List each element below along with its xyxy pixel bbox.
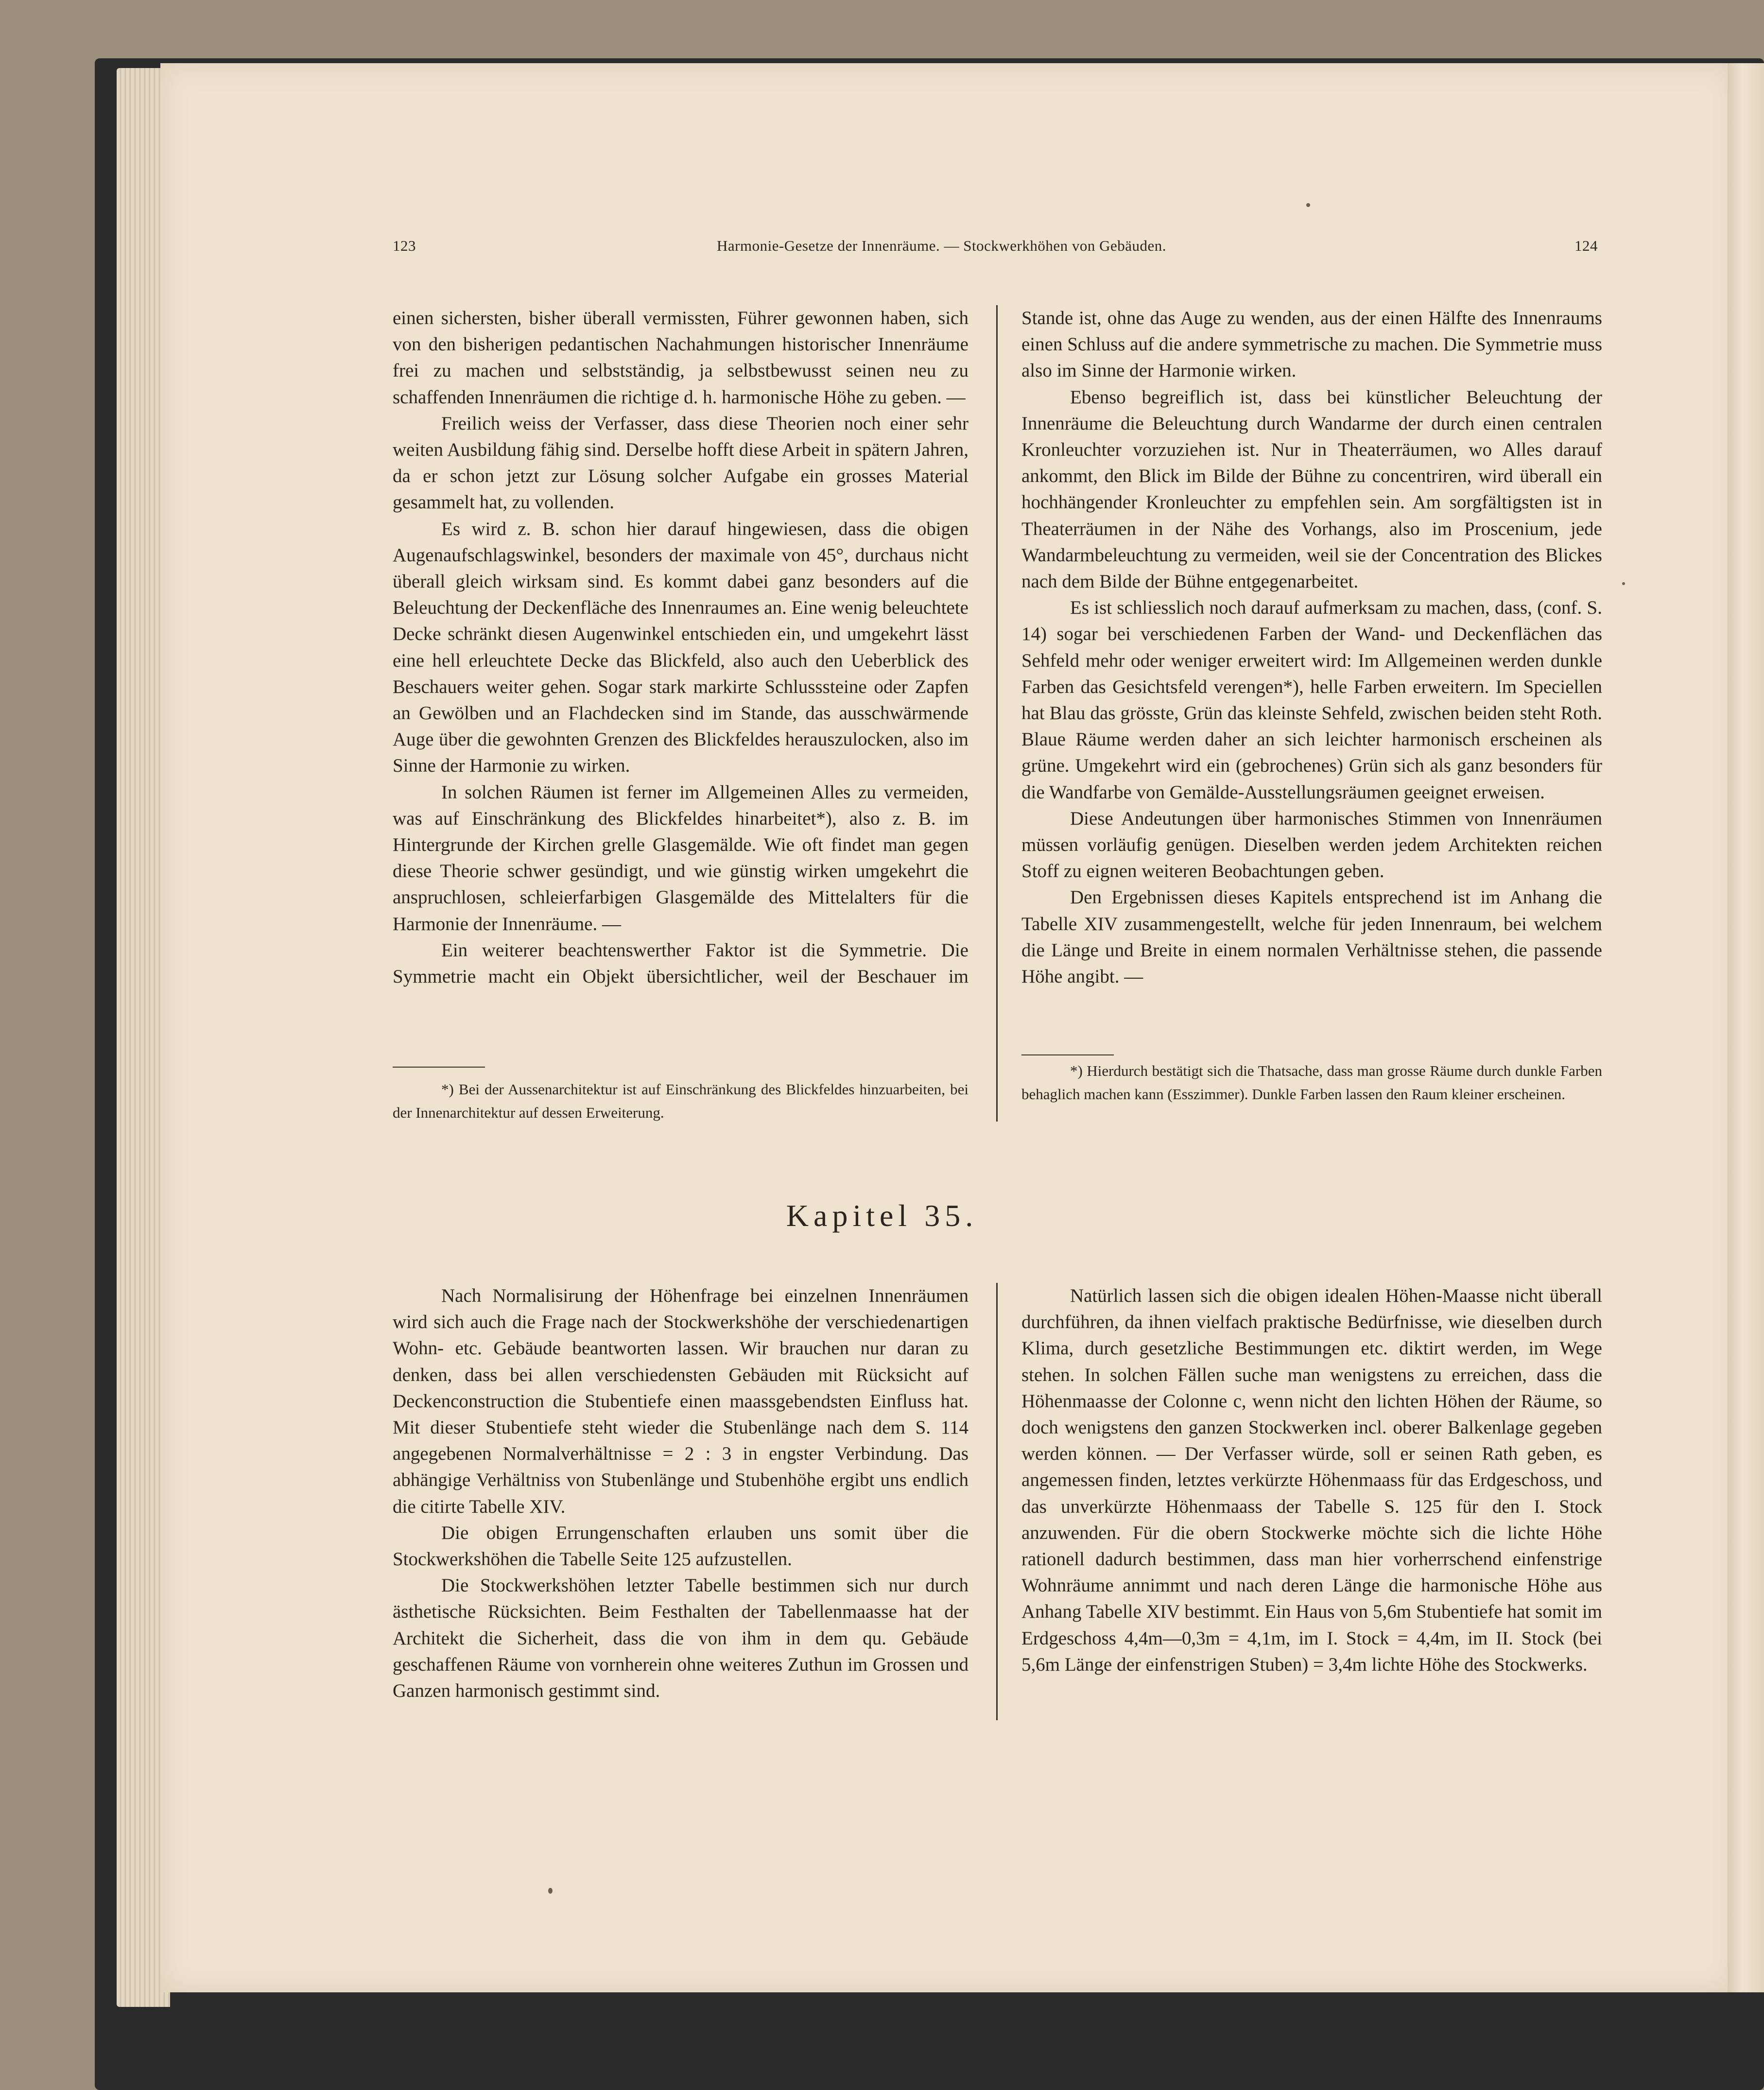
upper-right-column bbox=[1021, 305, 1602, 990]
paper-speck bbox=[1306, 203, 1310, 207]
page-number-left: 123 bbox=[393, 237, 416, 254]
lower-right-column bbox=[1021, 1283, 1602, 1678]
paragraph: Die obigen Errungenschaften erlauben uns somit über die Stockwerkshöhen die Tabelle Seite 125 aufzustellen. bbox=[393, 1522, 968, 1570]
paragraph: Nach Normalisirung der Höhenfrage bei einzelnen Innenräumen wird sich auch die Frage nach der Stockwerkshöhe der verschiedenartigen Wohn- etc. Gebäude beantworten lassen. Wir brauchen nur daran zu denken, dass bei allen verschiedensten Gebäuden mit Rücksicht auf Deckenconstruction die Stubentiefe einen maassgebendsten Einfluss hat. Mit dieser Stubentiefe steht wieder die Stubenlänge nach dem S. 114 angegebenen Normalverhältnisse = 2 : 3 in engster Verbindung. Das abhängige Verhältniss von Stubenlänge und Stubenhöhe ergibt uns endlich die citirte Tabelle XIV. bbox=[393, 1285, 968, 1517]
upper-right-footnote bbox=[1021, 1059, 1602, 1106]
paragraph: Freilich weiss der Verfasser, dass diese Theorien noch einer sehr weiten Ausbildung fähig sind. Derselbe hofft diese Arbeit in spätern Jahren, da er schon jetzt zur Lösung solcher Aufgabe ein grosses Material gesammelt hat, zu vollenden. bbox=[393, 413, 968, 513]
paragraph: In solchen Räumen ist ferner im Allgemeinen Alles zu vermeiden, was auf Einschränkung des Blickfeldes hinarbeitet*), also z. B. im Hintergrunde der Kirchen grelle Glasgemälde. Wie oft findet man gegen diese Theorie schwer gesündigt, und wie günstig wirken umgekehrt die anspruchlosen, schleierfarbigen Glasgemälde des Mittelalters für die Harmonie der Innenräume. — bbox=[393, 781, 968, 934]
paragraph: Die Stockwerkshöhen letzter Tabelle bestimmen sich nur durch ästhetische Rücksichten. Beim Festhalten der Tabellenmaasse hat der Architekt die Sicherheit, dass die von ihm in dem qu. Gebäude geschaffenen Räume von vornherein ohne weiteres Zuthun im Grossen und Ganzen harmonisch gestimmt sind. bbox=[393, 1575, 968, 1702]
upper-left-column bbox=[393, 305, 968, 990]
paragraph: Natürlich lassen sich die obigen idealen Höhen-Maasse nicht überall durchführen, da ihnen vielfach praktische Bedürfnisse, wie dieselben durch Klima, durch gesetzliche Bestimmungen etc. diktirt werden, im Wege stehen. In solchen Fällen suche man wenigstens zu erreichen, dass die Höhenmaasse der Colonne c, wenn nicht den lichten Höhen der Räume, so doch wenigstens den ganzen Stockwerken incl. oberer Balkenlage gegeben werden können. — Der Verfasser würde, soll er seinen Rath geben, es angemessen finden, letztes verkürzte Höhenmaass für das Erdgeschoss, und das unverkürzte Höhenmaass der Tabelle S. 125 für den I. Stock anzuwenden. Für die obern Stockwerke möchte sich die lichte Höhe rationell dadurch bestimmen, dass man hier vorherrschend einfenstrige Wohnräume annimmt und nach deren Länge die harmonische Höhe aus Anhang Tabelle XIV bestimmt. Ein Haus von 5,6m Stubentiefe hat somit im Erdgeschoss 4,4m—0,3m = 4,1m, im I. Stock = 4,4m, im II. Stock (bei 5,6m Länge der einfenstrigen Stuben) = 3,4m lichte Höhe des Stockwerks. bbox=[1021, 1285, 1602, 1675]
footnote: *) Bei der Aussenarchitektur ist auf Einschränkung des Blickfeldes hinzuarbeiten, bei der Innenarchitektur auf dessen Erweiterung. bbox=[393, 1081, 968, 1121]
footnote: *) Hierdurch bestätigt sich die Thatsache, dass man grosse Räume durch dunkle Farben behaglich machen kann (Esszimmer). Dunkle Farben lassen den Raum kleiner erscheinen. bbox=[1021, 1062, 1602, 1103]
paragraph: Ebenso begreiflich ist, dass bei künstlicher Beleuchtung der Innenräume die Beleuchtung durch Wandarme der durch einen centralen Kronleuchter vorzuziehen ist. Nur in Theaterräumen, wo Alles darauf ankommt, den Blick im Bilde der Bühne zu concentriren, wird überall ein hochhängender Kronleuchter zu empfehlen sein. Am sorgfältigsten ist in Theaterräumen in der Nähe des Vorhangs, also im Proscenium, jede Wandarmbeleuchtung zu vermeiden, weil sie der Concentration des Blickes nach dem Bilde der Bühne entgegenarbeitet. bbox=[1021, 386, 1602, 592]
facing-page-edge bbox=[1728, 63, 1764, 1992]
paragraph: Den Ergebnissen dieses Kapitels entsprechend ist im Anhang die Tabelle XIV zusammengestellt, welche für jeden Innenraum, bei welchem die Länge und Breite in einem normalen Verhältnisse stehen, die passende Höhe angibt. — bbox=[1021, 887, 1602, 987]
column-divider bbox=[996, 1283, 998, 1720]
lower-left-column bbox=[393, 1283, 968, 1704]
paragraph: Es wird z. B. schon hier darauf hingewiesen, dass die obigen Augenaufschlagswinkel, besonders der maximale von 45°, durchaus nicht überall gleich wirksam sind. Es kommt dabei ganz besonders auf die Beleuchtung der Deckenfläche des Innenraumes an. Eine wenig beleuchtete Decke schränkt diesen Augenwinkel entschieden ein, und umgekehrt lässt eine hell erleuchtete Decke das Blickfeld, also auch den Ueberblick des Beschauers weiter gehen. Sogar stark markirte Schlusssteine oder Zapfen an Gewölben und an Flachdecken sind im Stande, das ausschwärmende Auge über die gewohnten Grenzen des Blickfeldes herauszulocken, also im Sinne der Harmonie zu wirken. bbox=[393, 518, 968, 777]
paragraph: Diese Andeutungen über harmonisches Stimmen von Innenräumen müssen vorläufig genügen. Dieselben werden jedem Architekten reichen Stoff zu eignen weiteren Beobachtungen geben. bbox=[1021, 808, 1602, 882]
running-title: Harmonie-Gesetze der Innenräume. — Stockwerkhöhen von Gebäuden. bbox=[717, 237, 1167, 254]
footnote-rule bbox=[393, 1067, 485, 1068]
chapter-title: Kapitel 35. bbox=[786, 1198, 978, 1233]
paragraph: einen sichersten, bisher überall vermissten, Führer gewonnen haben, sich von den bisherigen pedantischen Nachahmungen historischer Innenräume frei zu machen und selbstständig, ja selbstbewusst seinen neu zu schaffenden Innenräumen die richtige d. h. harmonische Höhe zu geben. — bbox=[393, 308, 968, 408]
upper-left-footnote bbox=[393, 1078, 968, 1124]
paragraph: Ein weiterer beachtenswerther Faktor ist die Symmetrie. Die Symmetrie macht ein Objekt übersichtlicher, weil der Beschauer im bbox=[393, 939, 968, 987]
paragraph: Es ist schliesslich noch darauf aufmerksam zu machen, dass, (conf. S. 14) sogar bei verschiedenen Farben der Wand- und Deckenflächen das Sehfeld mehr oder weniger erweitert wird: Im Allgemeinen werden dunkle Farben das Gesichtsfeld verengen*), helle Farben erweitern. Im Speciellen hat Blau das grösste, Grün das kleinste Sehfeld, zwischen beiden steht Roth. Blaue Räume werden daher an sich leichter harmonisch erscheinen als grüne. Umgekehrt wird ein (gebrochenes) Grün sich als ganz besonders für die Wandfarbe von Gemälde-Ausstellungsräumen geeignet erweisen. bbox=[1021, 597, 1602, 803]
paper-speck bbox=[1622, 582, 1625, 585]
footnote-rule bbox=[1021, 1054, 1114, 1055]
paragraph: Stande ist, ohne das Auge zu wenden, aus der einen Hälfte des Innenraums einen Schluss auf die andere symmetrische zu machen. Die Symmetrie muss also im Sinne der Harmonie wirken. bbox=[1021, 308, 1602, 381]
page-number-right: 124 bbox=[1574, 237, 1598, 254]
paper-speck bbox=[548, 1888, 553, 1894]
column-divider bbox=[996, 305, 998, 1122]
